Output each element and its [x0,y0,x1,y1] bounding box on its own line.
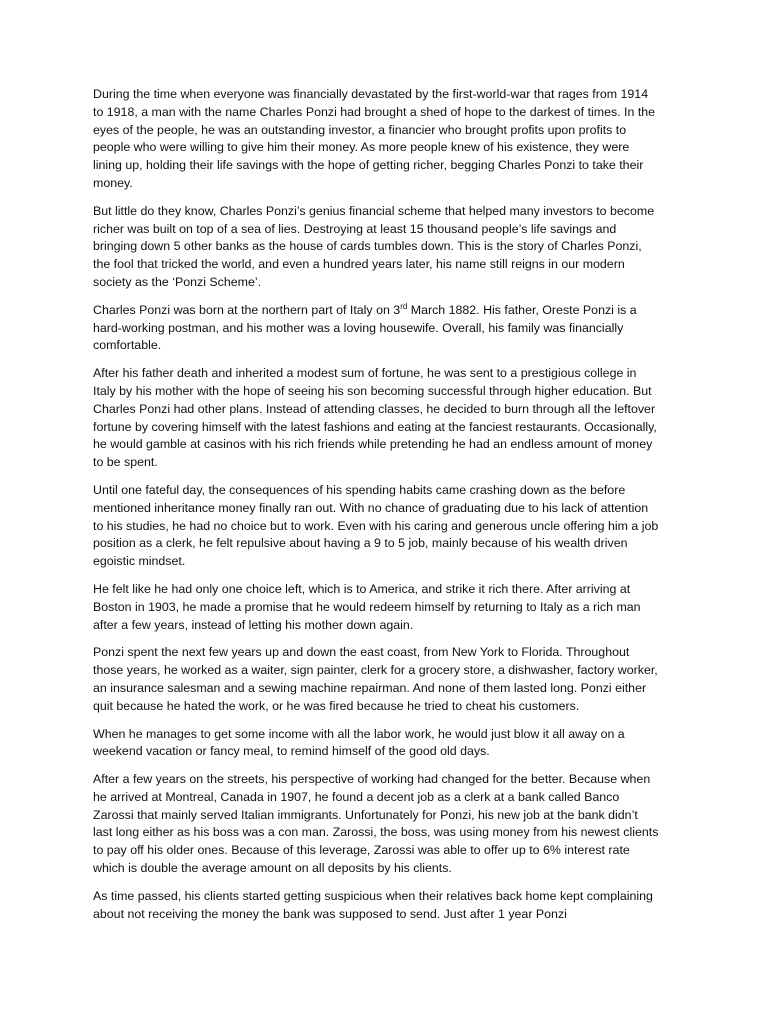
paragraph-3-text-after: March 1882. His father, Oreste Ponzi is a hard-working postman, and his mother was a loving housewife. Overall, his family was financially comfortable. [93,302,637,353]
document-body [93,86,659,933]
paragraph-9: After a few years on the streets, his perspective of working had changed for the better. Because when he arrived at Montreal, Canada in 1907, he found a decent job as a clerk at a bank called Banco Zarossi that mainly served Italian immigrants. Unfortunately for Ponzi, his new job at the bank didn’t last long either as his boss was a con man. Zarossi, the boss, was using money from his newest clients to pay off his older ones. Because of this leverage, Zarossi was able to offer up to 6% interest rate which is double the average amount on all deposits by his clients. [93,772,659,876]
paragraph-3 [93,302,659,355]
paragraph-8: When he manages to get some income with all the labor work, he would just blow it all away on a weekend vacation or fancy meal, to remind himself of the good old days. [93,726,625,759]
paragraph-6: He felt like he had only one choice left, which is to America, and strike it rich there. After arriving at Boston in 1903, he made a promise that he would redeem himself by returning to Italy as a rich man after a few years, instead of letting his mother down again. [93,581,641,632]
paragraph-5: Until one fateful day, the consequences of his spending habits came crashing down as the before mentioned inheritance money finally ran out. With no chance of graduating due to his lack of attention to his studies, he had no choice but to work. Even with his caring and generous uncle offering him a job position as a clerk, he felt repulsive about having a 9 to 5 job, mainly because of his wealth driven egoistic mindset. [93,482,659,569]
paragraph-2: But little do they know, Charles Ponzi’s genius financial scheme that helped many investors to become richer was built on top of a sea of lies. Destroying at least 15 thousand people’s life savings and bringing down 5 other banks as the house of cards tumbles down. This is the story of Charles Ponzi, the fool that tricked the world, and even a hundred years later, his name still reigns in our modern society as the ‘Ponzi Scheme’. [93,203,655,289]
ordinal-suffix: rd [400,301,408,311]
paragraph-1: During the time when everyone was financially devastated by the first-world-war that rages from 1914 to 1918, a man with the name Charles Ponzi had brought a shed of hope to the darkest of times. In the eyes of the people, he was an outstanding investor, a financier who brought profits upon profits to people who were willing to give him their money. As more people knew of his existence, they were lining up, holding their life savings with the hope of getting richer, begging Charles Ponzi to take their money. [93,87,656,190]
paragraph-4: After his father death and inherited a modest sum of fortune, he was sent to a prestigious college in Italy by his mother with the hope of seeing his son becoming successful through higher education. But Charles Ponzi had other plans. Instead of attending classes, he decided to burn through all the leftover fortune by covering himself with the latest fashions and eating at the fanciest restaurants. Occasionally, he would gamble at casinos with his rich friends while pretending he had an endless amount of money to be spent. [93,366,657,470]
paragraph-7: Ponzi spent the next few years up and down the east coast, from New York to Florida. Throughout those years, he worked as a waiter, sign painter, clerk for a grocery store, a dishwasher, factory worker, an insurance salesman and a sewing machine repairman. And none of them lasted long. Ponzi either quit because he hated the work, or he was fired because he tried to cheat his customers. [93,645,658,713]
paragraph-3-text-before: Charles Ponzi was born at the northern part of Italy on 3 [93,302,401,317]
paragraph-10: As time passed, his clients started getting suspicious when their relatives back home kept complaining about not receiving the money the bank was supposed to send. Just after 1 year Ponzi [93,888,653,921]
